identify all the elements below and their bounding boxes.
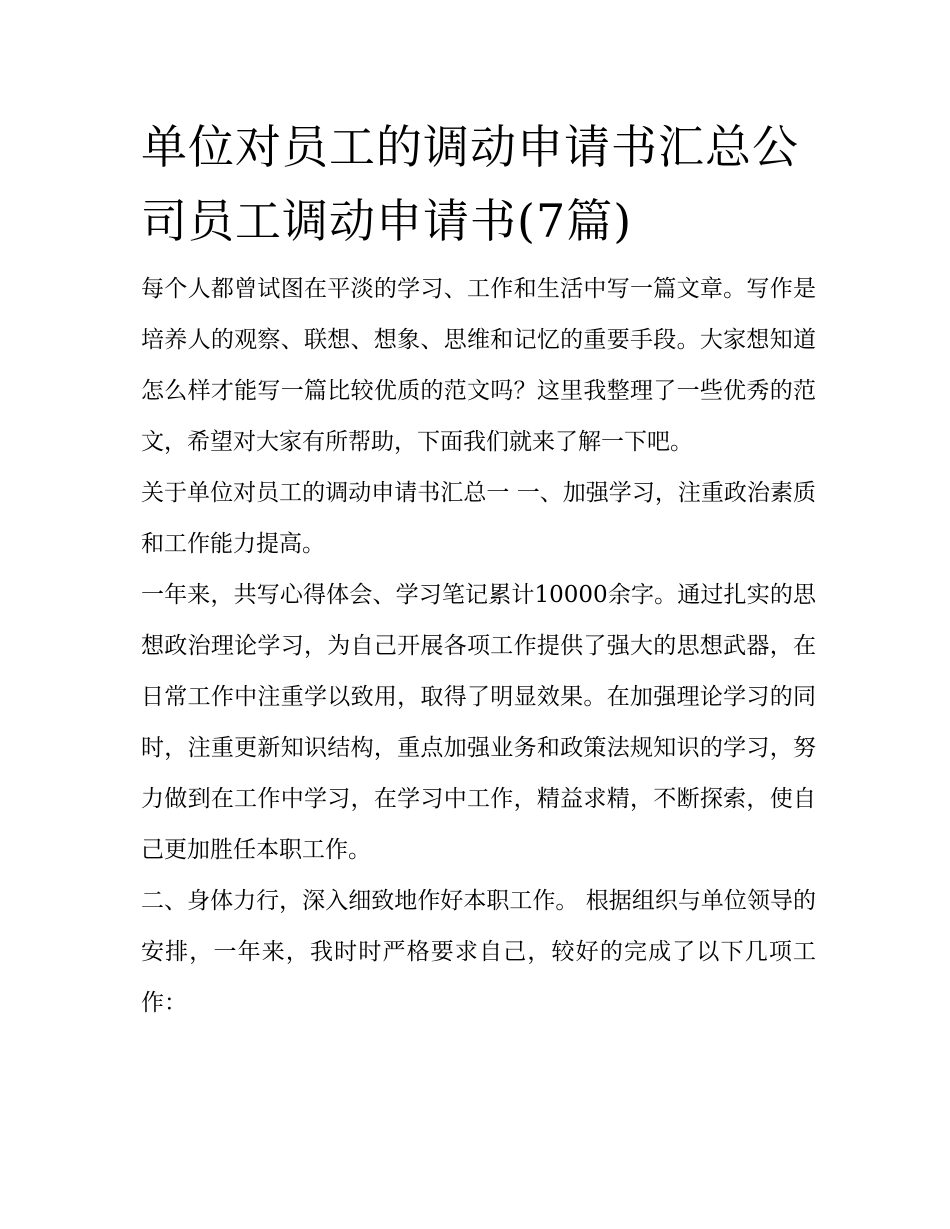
document-title: 单位对员工的调动申请书汇总公司员工调动申请书(7篇) bbox=[141, 120, 799, 248]
paragraph-section-two-heading: 二、身体力行，深入细致地作好本职工作。 根据组织与单位领导的安排，一年来，我时时严格要求自己，较好的完成了以下几项工作： bbox=[141, 888, 816, 1016]
paragraph-intro: 每个人都曾试图在平淡的学习、工作和生活中写一篇文章。写作是培养人的观察、联想、想象、思维和记忆的重要手段。大家想知道怎么样才能写一篇比较优质的范文吗？这里我整理了一些优秀的范文，希望对大家有所帮助，下面我们就来了解一下吧。 bbox=[141, 276, 816, 455]
document-body bbox=[141, 110, 816, 1029]
paragraph-section-one-heading: 关于单位对员工的调动申请书汇总一 一、加强学习，注重政治素质和工作能力提高。 bbox=[141, 480, 816, 557]
paragraph-study-summary: 一年来，共写心得体会、学习笔记累计10000余字。通过扎实的思想政治理论学习，为自己开展各项工作提供了强大的思想武器，在日常工作中注重学以致用，取得了明显效果。在加强理论学习的同时，注重更新知识结构，重点加强业务和政策法规知识的学习，努力做到在工作中学习，在学习中工作，精益求精，不断探索，使自己更加胜任本职工作。 bbox=[141, 582, 816, 863]
